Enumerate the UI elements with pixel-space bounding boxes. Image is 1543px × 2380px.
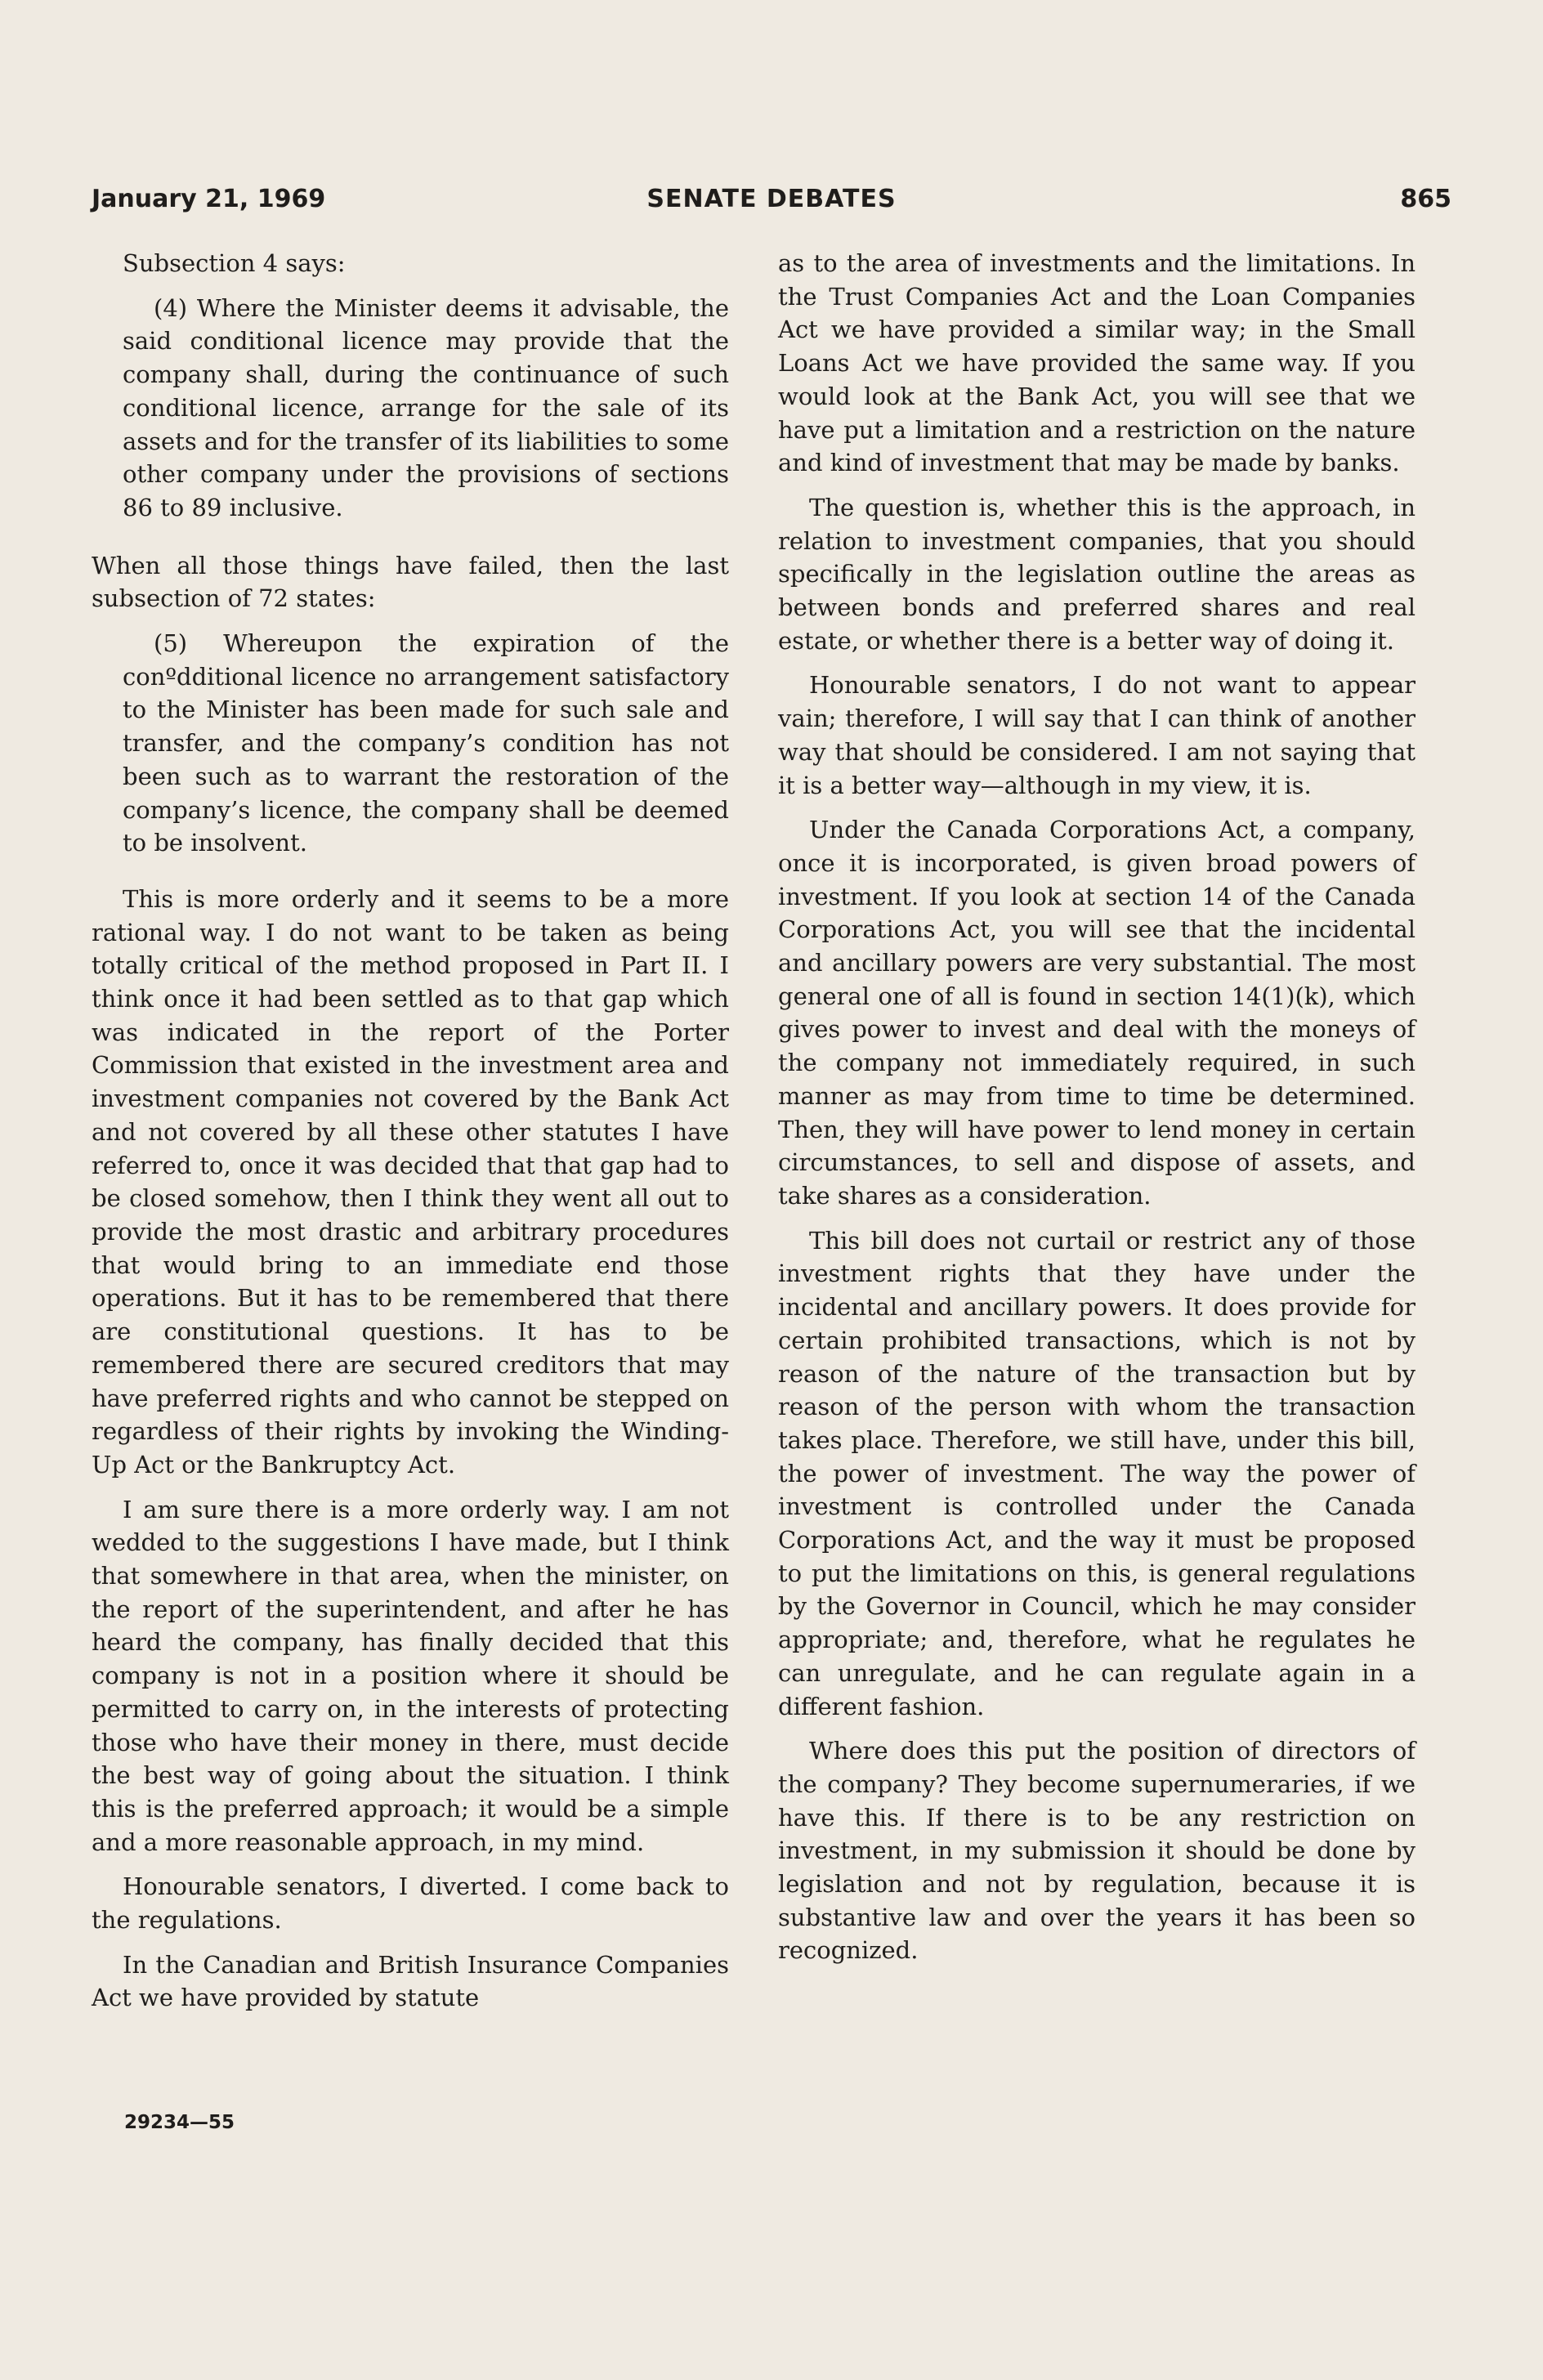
paragraph: Honourable senators, I diverted. I come back to the regulations. bbox=[92, 1872, 729, 1935]
header-date: January 21, 1969 bbox=[92, 185, 326, 213]
left-column bbox=[92, 247, 729, 2015]
right-column bbox=[778, 247, 1416, 1967]
paragraph: In the Canadian and British Insurance Companies Act we have provided by statute bbox=[92, 1950, 729, 2012]
paragraph: The question is, whether this is the approach, in relation to investment companies, that you should specifically in the legislation outline the areas as between bonds and preferred shares and real estate, or whether there is a better way of doing it. bbox=[778, 493, 1416, 655]
quoted-subsection-5: (5) Whereupon the expiration of the conºdditional licence no arrangement satisfactory to the Minister has been made for such sale and transfer, and the company’s condition has not been such as to warrant the restoration of the company’s licence, the company shall be deemed to be insolvent. bbox=[123, 629, 729, 857]
paragraph: This is more orderly and it seems to be a more rational way. I do not want to be taken as being totally critical of the method proposed in Part II. I think once it had been settled as to that gap which was indicated in the report of the Porter Commission that existed in the investment area and investment companies not covered by the Bank Act and not covered by all these other statutes I have referred to, once it was decided that that gap had to be closed somehow, then I think they went all out to provide the most drastic and arbitrary procedures that would bring to an immediate end those operations. But it has to be remembered that there are constitutional questions. It has to be remembered there are secured creditors that may have preferred rights and who cannot be stepped on regardless of their rights by invoking the Winding-Up Act or the Bankruptcy Act. bbox=[92, 884, 729, 1479]
paragraph: Honourable senators, I do not want to appear vain; therefore, I will say that I can think of another way that should be considered. I am not saying that it is a better way—although in my view, it is. bbox=[778, 671, 1416, 799]
quoted-subsection-4: (4) Where the Minister deems it advisable, the said conditional licence may provide that the company shall, during the continuance of such conditional licence, arrange for the sale of its assets and for the transfer of its liabilities to some other company under the provisions of sections 86 to 89 inclusive. bbox=[123, 293, 729, 521]
paragraph: Subsection 4 says: bbox=[123, 249, 346, 277]
paragraph: I am sure there is a more orderly way. I am not wedded to the suggestions I have made, but I think that somewhere in that area, when the minister, on the report of the superintendent, and after he has heard the company, has finally decided that this company is not in a position where it should be permitted to carry on, in the interests of protecting those who have their money in there, must decide the best way of going about the situation. I think this is the preferred approach; it would be a simple and a more reasonable approach, in my mind. bbox=[92, 1495, 729, 1856]
header-title: SENATE DEBATES bbox=[646, 185, 897, 213]
paragraph: as to the area of investments and the limitations. In the Trust Companies Act and the Loan Companies Act we have provided a similar way; in the Small Loans Act we have provided the same way. If you would look at the Bank Act, you will see that we have put a limitation and a restriction on the nature and kind of investment that may be made by banks. bbox=[778, 249, 1416, 477]
paragraph: Under the Canada Corporations Act, a company, once it is incorporated, is given broad powers of investment. If you look at section 14 of the Canada Corporations Act, you will see that the incidental and ancillary powers are very substantial. The most general one of all is found in section 14(1)(k), which gives power to invest and deal with the moneys of the company not immediately required, in such manner as may from time to time be determined. Then, they will have power to lend money in certain circumstances, to sell and dispose of assets, and take shares as a consideration. bbox=[778, 816, 1416, 1210]
paragraph: This bill does not curtail or restrict any of those investment rights that they have under the incidental and ancillary powers. It does provide for certain prohibited transactions, which is not by reason of the nature of the transaction but by reason of the person with whom the transaction takes place. Therefore, we still have, under this bill, the power of investment. The way the power of investment is controlled under the Canada Corporations Act, and the way it must be proposed to put the limitations on this, is general regulations by the Governor in Council, which he may consider appropriate; and, therefore, what he regulates he can unregulate, and he can regulate again in a different fashion. bbox=[778, 1226, 1416, 1720]
paragraph: Where does this put the position of directors of the company? They become supernumeraries, if we have this. If there is to be any restriction on investment, in my submission it should be done by legislation and not by regulation, because it is substantive law and over the years it has been so recognized. bbox=[778, 1737, 1416, 1965]
paragraph: When all those things have failed, then the last subsection of 72 states: bbox=[92, 551, 729, 613]
page-header bbox=[92, 185, 1451, 221]
header-page-number: 865 bbox=[1400, 185, 1451, 213]
printer-code: 29234—55 bbox=[124, 2112, 235, 2133]
